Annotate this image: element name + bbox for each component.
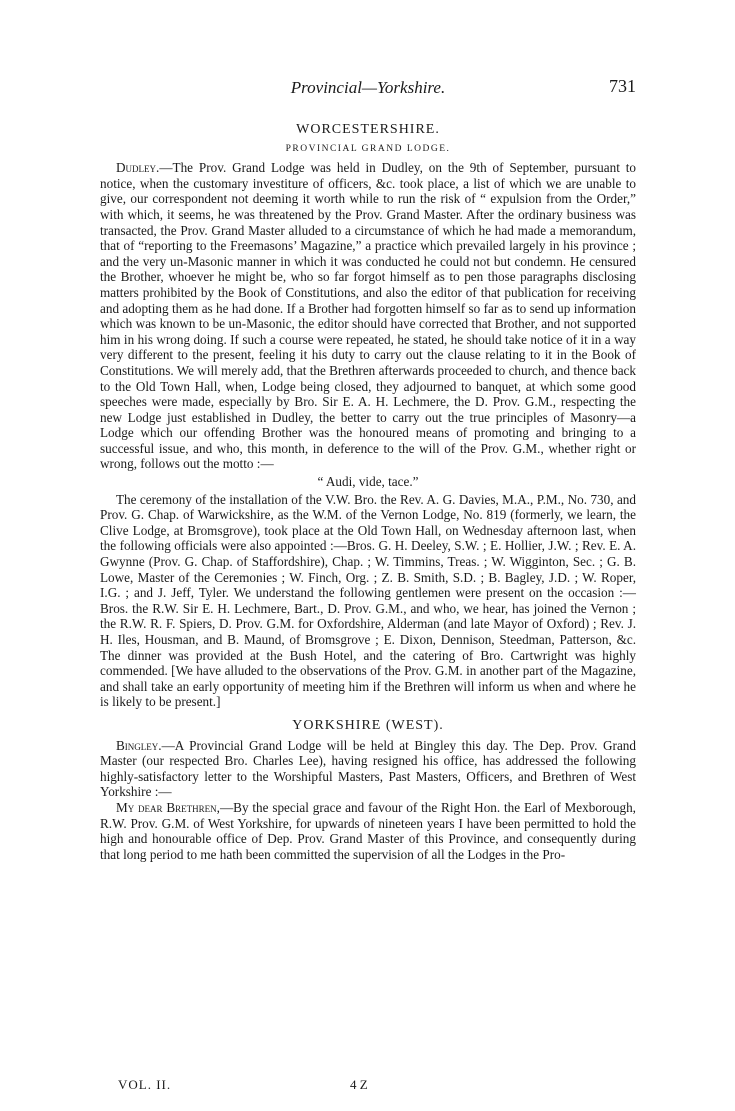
paragraph-letter-text: —By the special grace and favour of the Right Hon. the Earl of Mexborough, R.W. Prov. G.M. of West Yorkshire, for upwards of nineteen years I have been permitted to hold the high and honourable office of Dep. Prov. Grand Master of this Province, and consequently during that long period to me hath been committed the supervision of all the Lodges in the Pro- [100, 799, 636, 862]
paragraph-installation: The ceremony of the installation of the V.W. Bro. the Rev. A. G. Davies, M.A., P.M., No. 730, and Prov. G. Chap. of Warwickshire, as the W.M. of the Vernon Lodge, No. 819 (formerly, we learn, the Clive Lodge, at Bromsgrove), took place at the Old Town Hall, on Wednesday afternoon last, when the following officials were also appointed :—Bros. G. H. Deeley, S.W. ; E. Hollier, J.W. ; Rev. E. A. Gwynne (Prov. G. Chap. of Staffordshire), Chap. ; W. Timmins, Treas. ; W. Wigginton, Sec. ; G. B. Lowe, Master of the Ceremonies ; W. Finch, Org. ; Z. B. Smith, S.D. ; B. Bagley, J.D. ; W. Roper, I.G. ; and J. Jeff, Tyler. We understand the following gentlemen were present on the occasion :—Bros. the R.W. Sir E. H. Lechmere, Bart., D. Prov. G.M., and who, we hear, has joined the Vernon ; the R.W. R. F. Spiers, D. Prov. G.M. for Oxfordshire, Alderman (and late Mayor of Oxford) ; Rev. J. H. Iles, Housman, and B. Maund, of Bromsgrove ; E. Dixon, Dennison, Steedman, Patterson, &c. The dinner was provided at the Bush Hotel, and the catering of Bro. Cartwright was highly commended. [We have alluded to the observations of the Prov. G.M. in another part of the Magazine, and shall take an early opportunity of meeting him if the Brethren will inform us when and where he is likely to be present.] [100, 491, 636, 710]
motto: “ Audi, vide, tace.” [317, 474, 419, 490]
paragraph-bingley-text: —A Provincial Grand Lodge will be held at Bingley this day. The Dep. Prov. Grand Master (our respected Bro. Charles Lee), having resigned his office, has addressed the following highly-satisfactory letter to the Worshipful Masters, Past Masters, Officers, and Brethren of West Yorkshire :— [100, 737, 636, 800]
letter-salutation: My dear Brethren, [116, 799, 220, 815]
page-header [100, 76, 636, 102]
paragraph-dudley [100, 160, 636, 472]
section-title-yorkshire-west: YORKSHIRE (WEST). [292, 717, 444, 733]
paragraph-dudley-text: —The Prov. Grand Lodge was held in Dudley, on the 9th of September, pursuant to notice, when the customary investiture of officers, &c. took place, a list of which we are unable to give, our correspondent not deeming it worth while to run the risk of “ expulsion from the Order,” with which, it seems, he was threatened by the Prov. Grand Master. After the ordinary business was transacted, the Prov. Grand Master alluded to a circumstance of which he had made a memorandum, that of “reporting to the Freemasons’ Magazine,” a practice which prevailed largely in his province ; and the very un-Masonic manner in which it was conducted he could not but condemn. He censured the Brother, whoever he might be, who so far forgot himself as to pen those paragraphs disclosing matters prohibited by the Book of Constitutions, and also the editor of that publication for receiving and adopting them as he had done. If a Brother had forgotten himself so far as to send up information which was known to be un-Masonic, the editor should have corrected that Brother, and not supported him in his wrong doing. If such a course were repeated, he stated, he should take notice of it in a way very different to the present, feeling it his duty to carry out the clause relating to it in the Book of Constitutions. We will merely add, that the Brethren afterwards proceeded to church, and thence back to the Old Town Hall, when, Lodge being closed, they adjourned to banquet, at which some good speeches were made, especially by Bro. Sir E. A. H. Lechmere, the D. Prov. G.M., respecting the new Lodge just established in Dudley, the better to carry out the true principles of Masonry—a Lodge which our offending Brother was the honoured means of promoting and bringing to a successful issue, and who, this month, in deference to the will of the Prov. G.M., whether right or wrong, follows out the motto :— [100, 160, 636, 472]
place-bingley: Bingley. [116, 737, 162, 753]
page-footer [118, 1077, 418, 1095]
running-title: Provincial—Yorkshire. [290, 78, 446, 97]
page-number: 731 [609, 76, 636, 96]
paragraph-bingley [100, 738, 636, 800]
subhead-provincial-grand-lodge: PROVINCIAL GRAND LODGE. [285, 143, 451, 154]
section-title-worcestershire: WORCESTERSHIRE. [296, 122, 440, 137]
place-dudley: Dudley. [116, 160, 160, 176]
article-body [100, 122, 636, 862]
paragraph-letter [100, 800, 636, 862]
volume-label: VOL. II. [118, 1077, 172, 1092]
signature-mark: 4 Z [350, 1077, 368, 1092]
